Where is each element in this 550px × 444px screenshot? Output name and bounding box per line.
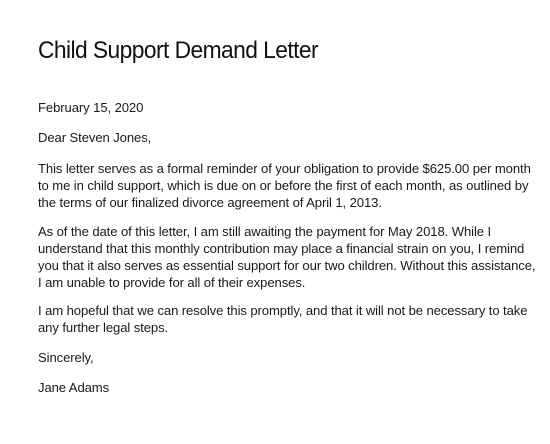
paragraph-line: any further legal steps. <box>38 320 169 335</box>
paragraph-line: to me in child support, which is due on or before the first of each month, as outlined by <box>38 178 529 193</box>
letter-date: February 15, 2020 <box>38 100 144 115</box>
letter-signature: Jane Adams <box>38 380 110 395</box>
paragraph-line: understand that this monthly contribution may place a financial strain on you, I remind <box>38 241 525 256</box>
paragraph-line: you that it also serves as essential support for our two children. Without this assistance, <box>38 258 536 273</box>
paragraph-line: I am unable to provide for all of their expenses. <box>38 275 306 290</box>
paragraph-resolution <box>38 302 543 336</box>
letter-closing: Sincerely, <box>38 350 94 365</box>
letter <box>38 36 543 395</box>
paragraph-obligation <box>38 160 543 211</box>
paragraph-line: I am hopeful that we can resolve this promptly, and that it will not be necessary to take <box>38 303 528 318</box>
paragraph-line: the terms of our finalized divorce agreement of April 1, 2013. <box>38 195 382 210</box>
letter-title: Child Support Demand Letter <box>38 37 319 64</box>
paragraph-line: As of the date of this letter, I am still awaiting the payment for May 2018. While I <box>38 224 492 239</box>
paragraph-awaiting-payment <box>38 223 543 291</box>
letter-greeting: Dear Steven Jones, <box>38 130 152 145</box>
paragraph-line: This letter serves as a formal reminder of your obligation to provide $625.00 per month <box>38 161 531 176</box>
